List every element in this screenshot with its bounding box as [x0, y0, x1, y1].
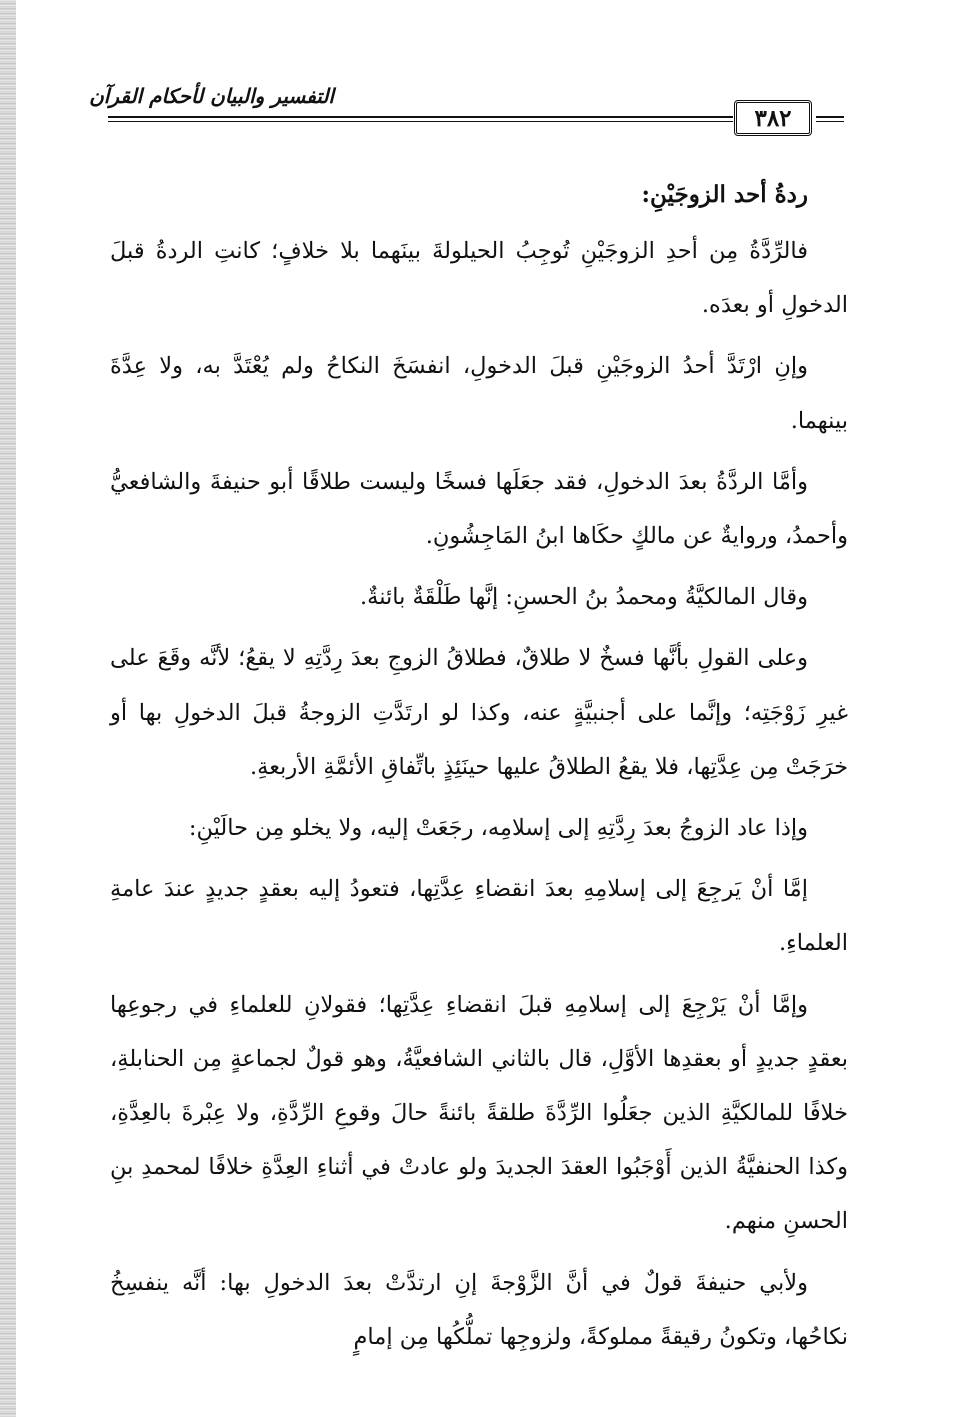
paragraph-2: وإنِ ارْتَدَّ أحدُ الزوجَيْنِ قبلَ الدخولِ، انفسَخَ النكاحُ ولم يُعْتَدَّ به، ولا عِدَّةَ بينهما. [110, 353, 848, 434]
paragraph-5: وعلى القولِ بأنَّها فسخٌ لا طلاقٌ، فطلاقُ الزوجِ بعدَ رِدَّتِهِ لا يقعُ؛ لأنَّه وقَعَ على غيرِ زَوْجَتِه؛ وإنَّما على أجنبيَّةٍ عنه، وكذا لو ارتَدَّتِ الزوجةُ قبلَ الدخولِ بها أو خرَجَتْ مِن عِدَّتِها، فلا يقعُ الطلاقُ عليها حينَئِذٍ باتِّفاقِ الأئمَّةِ الأربعةِ. [110, 645, 848, 780]
header-rule-left [108, 116, 733, 122]
running-title: التفسير والبيان لأحكام القرآن [89, 84, 334, 108]
paragraph-6: وإذا عاد الزوجُ بعدَ رِدَّتِهِ إلى إسلامِه، رجَعَتْ إليه، ولا يخلو مِن حالَيْنِ: [188, 815, 808, 842]
paragraph-1: فالرِّدَّةُ مِن أحدِ الزوجَيْنِ تُوجِبُ الحيلولةَ بينَهما بلا خلافٍ؛ كانتِ الردةُ قبلَ الدخولِ أو بعدَه. [110, 238, 848, 319]
paragraph-3: وأمَّا الردَّةُ بعدَ الدخولِ، فقد جعَلَها فسخًا وليست طلاقًا أبو حنيفةَ والشافعيُّ وأحمدُ، وروايةٌ عن مالكٍ حكَاها ابنُ المَاجِشُونِ. [110, 468, 848, 550]
paragraph-8: وإمَّا أنْ يَرْجِعَ إلى إسلامِهِ قبلَ انقضاءِ عِدَّتِها؛ فقولانِ للعلماءِ في رجوعِها بعقدٍ جديدٍ أو بعقدِها الأوَّلِ، قال بالثاني الشافعيَّةُ، وهو قولٌ لجماعةٍ مِن الحنابلةِ، خلافًا للمالكيَّةِ الذين جعَلُوا الرِّدَّةَ طلقةً بائنةً حالَ وقوعِ الرِّدَّةِ، ولا عِبْرةَ بالعِدَّةِ، وكذا الحنفيَّةُ الذين أَوْجَبُوا العقدَ الجديدَ ولو عادتْ في أثناءِ العِدَّةِ خلافًا لمحمدِ بنِ الحسنِ منهم. [110, 991, 848, 1235]
paragraph-9: ولأبي حنيفةَ قولٌ في أنَّ الزَّوْجةَ إنِ ارتدَّتْ بعدَ الدخولِ بها: أنَّه ينفسِخُ نكاحُها، وتكونُ رقيقةً مملوكةً، ولزوجِها تملُّكُها مِن إمامٍ [110, 1269, 848, 1350]
scan-edge [0, 0, 16, 1417]
page-body [110, 170, 848, 1350]
paragraph-4: وقال المالكيَّةُ ومحمدُ بنُ الحسنِ: إنَّها طَلْقَةٌ بائنةٌ. [360, 584, 808, 611]
page-number: ٣٨٢ [734, 100, 812, 136]
section-heading: ردةُ أحد الزوجَيْنِ: [641, 181, 808, 208]
paragraph-7: إمَّا أنْ يَرجِعَ إلى إسلامِهِ بعدَ انقضاءِ عِدَّتِها، فتعودُ إليه بعقدٍ جديدٍ عندَ عامةِ العلماءِ. [110, 876, 848, 957]
header-rule-right [816, 116, 844, 122]
page-header [89, 82, 844, 148]
